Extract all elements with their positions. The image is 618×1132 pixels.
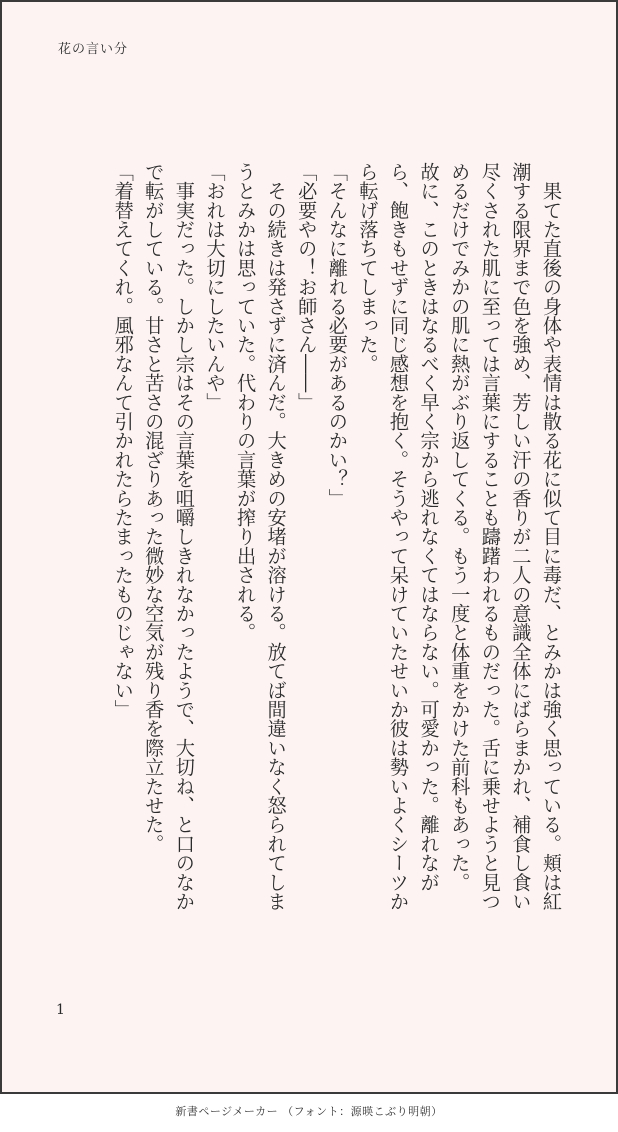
- footer-caption: 新書ページメーカー （フォント：源暎こぶり明朝）: [175, 1105, 443, 1118]
- text-line: 「そんなに離れる必要があるのかい？」: [325, 162, 349, 508]
- text-line: うとみかは思っていた。代わりの言葉が搾り出される。: [234, 162, 258, 642]
- text-line: 事実だった。しかし宗はその言葉を咀嚼しきれなかったようで、大切ね、と口のなか: [172, 162, 196, 911]
- text-line: 潮する限界まで色を強め、芳しい汗の香りが二人の意識全体にばらまかれ、補食し食い: [509, 162, 533, 911]
- text-line: 「着替えてくれ。風邪なんて引かれたらたまったものじゃない」: [111, 162, 135, 719]
- text-line: で転がしている。甘さと苦さの混ざりあった微妙な空気が残り香を際立たせた。: [142, 162, 166, 854]
- text-line: ら、飽きもせずに同じ感想を抱く。そうやって呆けていたせいか彼は勢いよくシーツか: [387, 162, 411, 911]
- text-line: その続きは発さずに済んだ。大きめの安堵が溶ける。放てば間違いなく怒られてしま: [264, 162, 288, 911]
- text-line: 尽くされた肌に至っては言葉にすることも躊躇われるものだった。舌に乗せようと見つ: [478, 162, 502, 911]
- text-line: めるだけでみかの肌に熱がぶり返してくる。もう一度と体重をかけた前科もあった。: [448, 162, 472, 892]
- page-number: 1: [56, 1002, 65, 1018]
- text-line: ら転げ落ちてしまった。: [356, 162, 380, 374]
- text-line: 果てた直後の身体や表情は散る花に似て目に毒だ、とみかは強く思っている。頬は紅: [540, 162, 563, 911]
- text-line: 「おれは大切にしたいんや」: [203, 162, 227, 412]
- text-line: 「必要やの！お師さん――」: [295, 162, 319, 412]
- text-line: 故に、このときはなるべく早く宗から逃れなくてはならない。可愛かった。離れなが: [417, 162, 441, 892]
- vertical-body-text: [107, 162, 566, 942]
- page-title: 花の言い分: [58, 42, 129, 57]
